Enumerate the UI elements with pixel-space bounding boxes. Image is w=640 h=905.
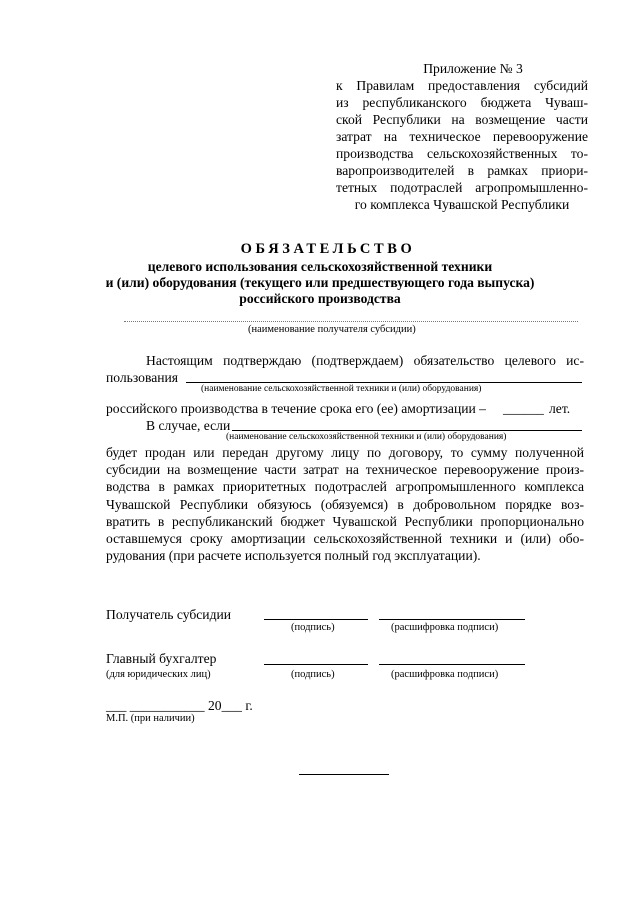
paragraph-line: субсидии на возмещение части затрат на техническое перевооружение произ- — [106, 462, 584, 478]
appendix-line: ской Республики на возмещение части — [336, 112, 588, 127]
accountant-sign-caption: (подпись) — [291, 669, 335, 680]
date-suffix: г. — [245, 698, 253, 713]
body-line-3: российского производства в течение срока его (ее) амортизации – — [106, 401, 486, 416]
recipient-name-caption: (наименование получателя субсидии) — [248, 324, 416, 335]
appendix-line: из республиканского бюджета Чуваш- — [336, 95, 588, 110]
date-line — [106, 697, 253, 714]
paragraph-line: будет продан или передан другому лицу по договору, то сумму полученной — [106, 445, 584, 460]
subtitle-line: российского производства — [239, 291, 401, 306]
recipient-signature-field[interactable] — [264, 619, 368, 620]
body-line-4: В случае, если — [146, 418, 231, 433]
appendix-number: Приложение № 3 — [423, 61, 523, 76]
subtitle-line: целевого использования сельскохозяйственной техники — [147, 259, 493, 274]
equipment-name-field[interactable] — [186, 382, 582, 383]
appendix-line: тетных подотраслей агропромышленно- — [336, 180, 588, 195]
appendix-line: производства сельскохозяйственных то- — [336, 146, 588, 161]
footer-divider — [299, 774, 389, 775]
recipient-decode-caption: (расшифровка подписи) — [391, 622, 499, 633]
accountant-label: Главный бухгалтер — [106, 651, 217, 666]
paragraph-line: водства в рамках приоритетных подотраслей агропромышленного комплекса — [106, 479, 584, 495]
date-month-field[interactable]: ___________ — [129, 698, 205, 713]
paragraph-line: рудования (при расчете используется полный год эксплуатации). — [106, 548, 481, 564]
appendix-line: варопроизводителей в рамках приори- — [336, 163, 588, 178]
equipment-name-caption: (наименование сельскохозяйственной техники и (или) оборудования) — [201, 384, 482, 394]
document-subtitle — [0, 259, 640, 307]
paragraph-line: Чувашской Республики обязуюсь (обязуемся) в добровольном порядке воз- — [106, 496, 584, 512]
years-suffix: лет. — [549, 401, 571, 416]
body-paragraph — [106, 444, 584, 564]
subtitle-line: и (или) оборудования (текущего или предшествующего года выпуска) — [105, 275, 535, 290]
stamp-note: М.П. (при наличии) — [106, 713, 195, 724]
appendix-header — [336, 60, 588, 213]
accountant-signature-field[interactable] — [264, 664, 368, 665]
paragraph-line: оставшемуся сроку амортизации сельскохозяйственной техники и (или) обо- — [106, 531, 584, 547]
appendix-reference — [336, 77, 588, 213]
appendix-line: го комплекса Чувашской Республики — [354, 197, 570, 212]
recipient-decode-field[interactable] — [379, 619, 525, 620]
document-title: ОБЯЗАТЕЛЬСТВО — [240, 241, 416, 257]
recipient-label: Получатель субсидии — [106, 607, 232, 622]
body-line-1: Настоящим подтверждаю (подтверждаем) обязательство целевого ис- — [146, 353, 584, 368]
amortization-years-field[interactable]: ______ — [503, 401, 544, 416]
recipient-name-field[interactable] — [124, 321, 578, 322]
paragraph-line: вратить в республиканский бюджет Чувашской Республики пропорционально — [106, 513, 584, 529]
date-day-field[interactable]: ___ — [106, 698, 127, 713]
date-year-field[interactable]: ___ — [221, 698, 242, 713]
equipment-name-field-2[interactable] — [232, 430, 582, 431]
accountant-note: (для юридических лиц) — [106, 669, 211, 680]
date-year-prefix: 20 — [207, 698, 222, 713]
body-line-2: пользования — [106, 370, 179, 385]
accountant-decode-field[interactable] — [379, 664, 525, 665]
accountant-decode-caption: (расшифровка подписи) — [391, 669, 499, 680]
appendix-line: затрат на техническое перевооружение — [336, 129, 588, 144]
recipient-sign-caption: (подпись) — [291, 622, 335, 633]
appendix-line: к Правилам предоставления субсидий — [336, 78, 588, 93]
equipment-name-caption-2: (наименование сельскохозяйственной техники и (или) оборудования) — [226, 432, 507, 442]
